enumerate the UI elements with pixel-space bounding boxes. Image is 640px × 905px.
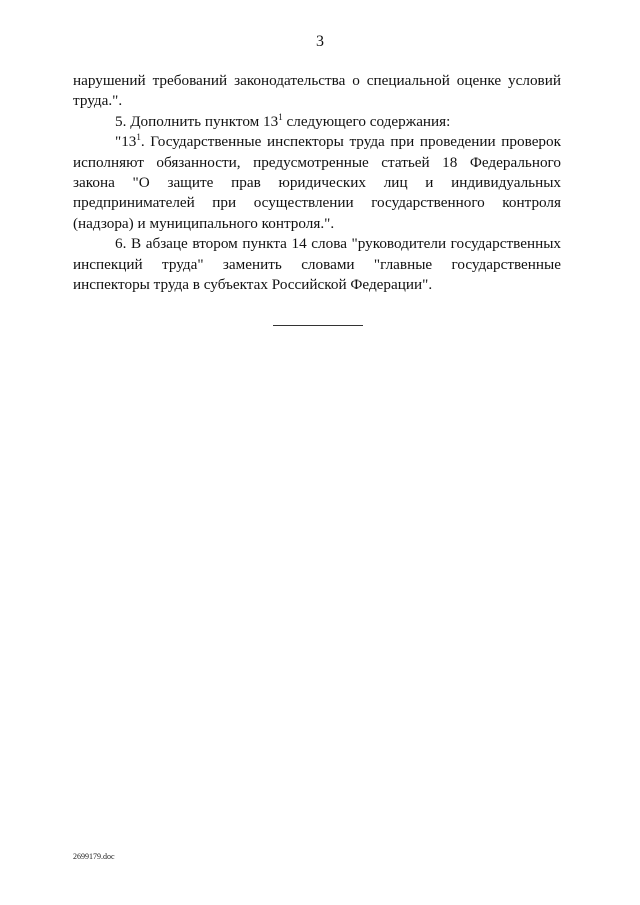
footer-filename: 2699179.doc xyxy=(73,852,115,861)
paragraph-item-6: 6. В абзаце втором пункта 14 слова "руководители государственных инспекций труда" заменить словами "главные государственные инспекторы труда в субъектах Российской Федерации". xyxy=(73,235,561,294)
item-5-text-end: следующего содержания: xyxy=(282,112,451,130)
page-number: 3 xyxy=(316,33,324,50)
item-13-1-text: . Государственные инспекторы труда при проведении проверок исполняют обязанности, предусмотренные статьей 18 Федерального закона "О защите прав юридических лиц и индивидуальных предпринимателей при осуществлении государственного контроля (надзора) и муниципального контроля.". xyxy=(73,133,561,232)
item-5-text: 5. Дополнить пунктом 13 xyxy=(115,112,279,130)
document-body xyxy=(73,71,561,295)
item-13-1-superscript: 1 xyxy=(136,132,141,143)
item-13-1-start: "13 xyxy=(115,133,137,151)
paragraph-continuation: нарушений требований законодательства о специальной оценке условий труда.". xyxy=(73,72,561,110)
paragraph-item-13-1 xyxy=(73,132,561,234)
item-5-superscript: 1 xyxy=(278,111,283,122)
paragraph-item-5 xyxy=(73,112,561,132)
end-of-text-rule xyxy=(273,325,363,326)
